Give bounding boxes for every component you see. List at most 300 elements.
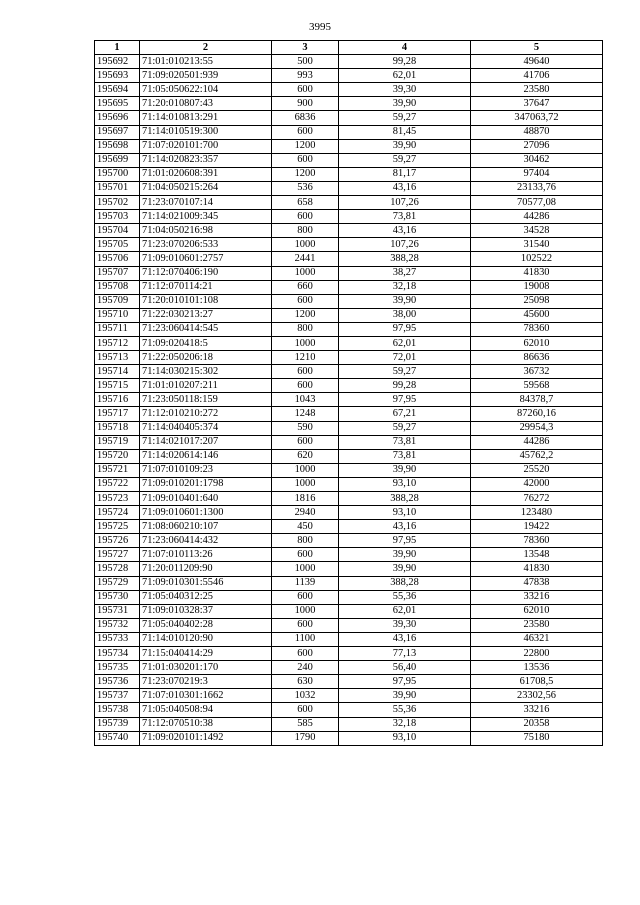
rate-cell: 73,81 <box>339 210 471 224</box>
table-row <box>95 520 603 534</box>
value-cell: 123480 <box>471 506 603 520</box>
table-row <box>95 407 603 421</box>
rate-cell: 72,01 <box>339 351 471 365</box>
record-id-cell: 195735 <box>95 661 140 675</box>
cadastral-number-cell: 71:12:010210:272 <box>140 407 272 421</box>
area-cell: 1043 <box>272 393 339 407</box>
table-row <box>95 618 603 632</box>
value-cell: 47838 <box>471 576 603 590</box>
table-row <box>95 477 603 491</box>
record-id-cell: 195696 <box>95 111 140 125</box>
record-id-cell: 195728 <box>95 562 140 576</box>
cadastral-number-cell: 71:05:040402:28 <box>140 618 272 632</box>
area-cell: 600 <box>272 365 339 379</box>
cadastral-number-cell: 71:09:020418:5 <box>140 336 272 350</box>
value-cell: 75180 <box>471 731 603 745</box>
value-cell: 25098 <box>471 294 603 308</box>
area-cell: 1000 <box>272 562 339 576</box>
record-id-cell: 195706 <box>95 252 140 266</box>
cadastral-number-cell: 71:08:060210:107 <box>140 520 272 534</box>
rate-cell: 97,95 <box>339 534 471 548</box>
table-row <box>95 661 603 675</box>
cadastral-number-cell: 71:09:010601:2757 <box>140 252 272 266</box>
table-row <box>95 703 603 717</box>
area-cell: 600 <box>272 379 339 393</box>
record-id-cell: 195698 <box>95 139 140 153</box>
value-cell: 22800 <box>471 647 603 661</box>
value-cell: 23580 <box>471 83 603 97</box>
cadastral-number-cell: 71:09:010201:1798 <box>140 477 272 491</box>
cadastral-number-cell: 71:07:020101:700 <box>140 139 272 153</box>
value-cell: 44286 <box>471 435 603 449</box>
area-cell: 1100 <box>272 632 339 646</box>
table-row <box>95 576 603 590</box>
value-cell: 25520 <box>471 463 603 477</box>
cadastral-number-cell: 71:09:010328:37 <box>140 604 272 618</box>
rate-cell: 39,30 <box>339 618 471 632</box>
record-id-cell: 195704 <box>95 224 140 238</box>
rate-cell: 59,27 <box>339 111 471 125</box>
value-cell: 76272 <box>471 492 603 506</box>
cadastral-number-cell: 71:12:070510:38 <box>140 717 272 731</box>
value-cell: 46321 <box>471 632 603 646</box>
rate-cell: 38,27 <box>339 266 471 280</box>
cadastral-number-cell: 71:01:030201:170 <box>140 661 272 675</box>
record-id-cell: 195737 <box>95 689 140 703</box>
rate-cell: 39,30 <box>339 83 471 97</box>
value-cell: 37647 <box>471 97 603 111</box>
record-id-cell: 195740 <box>95 731 140 745</box>
value-cell: 61708,5 <box>471 675 603 689</box>
record-id-cell: 195711 <box>95 322 140 336</box>
record-id-cell: 195692 <box>95 55 140 69</box>
table-row <box>95 463 603 477</box>
rate-cell: 39,90 <box>339 463 471 477</box>
rate-cell: 39,90 <box>339 562 471 576</box>
value-cell: 102522 <box>471 252 603 266</box>
table-row <box>95 280 603 294</box>
record-id-cell: 195702 <box>95 196 140 210</box>
record-id-cell: 195721 <box>95 463 140 477</box>
value-cell: 42000 <box>471 477 603 491</box>
value-cell: 87260,16 <box>471 407 603 421</box>
rate-cell: 388,28 <box>339 492 471 506</box>
table-row <box>95 435 603 449</box>
rate-cell: 39,90 <box>339 294 471 308</box>
record-id-cell: 195727 <box>95 548 140 562</box>
table-row <box>95 294 603 308</box>
registry-table <box>94 40 603 746</box>
value-cell: 62010 <box>471 604 603 618</box>
record-id-cell: 195725 <box>95 520 140 534</box>
page-number: 3995 <box>309 21 331 33</box>
rate-cell: 388,28 <box>339 576 471 590</box>
area-cell: 993 <box>272 69 339 83</box>
record-id-cell: 195729 <box>95 576 140 590</box>
record-id-cell: 195734 <box>95 647 140 661</box>
cadastral-number-cell: 71:15:040414:29 <box>140 647 272 661</box>
record-id-cell: 195739 <box>95 717 140 731</box>
area-cell: 590 <box>272 421 339 435</box>
record-id-cell: 195733 <box>95 632 140 646</box>
rate-cell: 39,90 <box>339 689 471 703</box>
area-cell: 1000 <box>272 477 339 491</box>
value-cell: 49640 <box>471 55 603 69</box>
area-cell: 2940 <box>272 506 339 520</box>
value-cell: 48870 <box>471 125 603 139</box>
record-id-cell: 195710 <box>95 308 140 322</box>
area-cell: 658 <box>272 196 339 210</box>
record-id-cell: 195693 <box>95 69 140 83</box>
table-row <box>95 647 603 661</box>
cadastral-number-cell: 71:07:010109:23 <box>140 463 272 477</box>
record-id-cell: 195695 <box>95 97 140 111</box>
rate-cell: 388,28 <box>339 252 471 266</box>
table-row <box>95 675 603 689</box>
value-cell: 23133,76 <box>471 181 603 195</box>
area-cell: 1790 <box>272 731 339 745</box>
cadastral-number-cell: 71:12:070406:190 <box>140 266 272 280</box>
area-cell: 1032 <box>272 689 339 703</box>
table-row <box>95 55 603 69</box>
rate-cell: 59,27 <box>339 421 471 435</box>
cadastral-number-cell: 71:23:060414:432 <box>140 534 272 548</box>
cadastral-number-cell: 71:14:010519:300 <box>140 125 272 139</box>
rate-cell: 55,36 <box>339 590 471 604</box>
table-row <box>95 196 603 210</box>
cadastral-number-cell: 71:01:010213:55 <box>140 55 272 69</box>
record-id-cell: 195738 <box>95 703 140 717</box>
rate-cell: 97,95 <box>339 393 471 407</box>
column-header-2: 2 <box>140 41 272 55</box>
record-id-cell: 195694 <box>95 83 140 97</box>
rate-cell: 39,90 <box>339 548 471 562</box>
table-row <box>95 590 603 604</box>
value-cell: 20358 <box>471 717 603 731</box>
rate-cell: 73,81 <box>339 435 471 449</box>
rate-cell: 97,95 <box>339 322 471 336</box>
area-cell: 600 <box>272 125 339 139</box>
table-row <box>95 492 603 506</box>
record-id-cell: 195700 <box>95 167 140 181</box>
cadastral-number-cell: 71:23:070219:3 <box>140 675 272 689</box>
rate-cell: 55,36 <box>339 703 471 717</box>
area-cell: 1000 <box>272 238 339 252</box>
area-cell: 600 <box>272 435 339 449</box>
value-cell: 34528 <box>471 224 603 238</box>
table-row <box>95 506 603 520</box>
rate-cell: 38,00 <box>339 308 471 322</box>
rate-cell: 99,28 <box>339 379 471 393</box>
value-cell: 347063,72 <box>471 111 603 125</box>
table-row <box>95 689 603 703</box>
record-id-cell: 195726 <box>95 534 140 548</box>
table-row <box>95 421 603 435</box>
area-cell: 1139 <box>272 576 339 590</box>
table-row <box>95 308 603 322</box>
record-id-cell: 195730 <box>95 590 140 604</box>
cadastral-number-cell: 71:14:040405:374 <box>140 421 272 435</box>
rate-cell: 93,10 <box>339 477 471 491</box>
value-cell: 23580 <box>471 618 603 632</box>
area-cell: 600 <box>272 83 339 97</box>
cadastral-number-cell: 71:09:010601:1300 <box>140 506 272 520</box>
table-row <box>95 632 603 646</box>
table-row <box>95 181 603 195</box>
record-id-cell: 195719 <box>95 435 140 449</box>
rate-cell: 107,26 <box>339 238 471 252</box>
area-cell: 500 <box>272 55 339 69</box>
value-cell: 84378,7 <box>471 393 603 407</box>
table-row <box>95 167 603 181</box>
rate-cell: 93,10 <box>339 506 471 520</box>
column-header-3: 3 <box>272 41 339 55</box>
table-row <box>95 604 603 618</box>
rate-cell: 39,90 <box>339 97 471 111</box>
column-header-5: 5 <box>471 41 603 55</box>
value-cell: 36732 <box>471 365 603 379</box>
value-cell: 78360 <box>471 534 603 548</box>
table-row <box>95 252 603 266</box>
value-cell: 45762,2 <box>471 449 603 463</box>
table-row <box>95 534 603 548</box>
area-cell: 1000 <box>272 336 339 350</box>
header-row <box>95 41 603 55</box>
record-id-cell: 195732 <box>95 618 140 632</box>
record-id-cell: 195722 <box>95 477 140 491</box>
rate-cell: 67,21 <box>339 407 471 421</box>
table-row <box>95 548 603 562</box>
rate-cell: 81,45 <box>339 125 471 139</box>
area-cell: 1248 <box>272 407 339 421</box>
cadastral-number-cell: 71:14:021017:207 <box>140 435 272 449</box>
area-cell: 800 <box>272 534 339 548</box>
rate-cell: 73,81 <box>339 449 471 463</box>
area-cell: 1816 <box>272 492 339 506</box>
area-cell: 660 <box>272 280 339 294</box>
area-cell: 1200 <box>272 167 339 181</box>
record-id-cell: 195703 <box>95 210 140 224</box>
value-cell: 59568 <box>471 379 603 393</box>
table-row <box>95 731 603 745</box>
table-row <box>95 393 603 407</box>
area-cell: 6836 <box>272 111 339 125</box>
rate-cell: 99,28 <box>339 55 471 69</box>
record-id-cell: 195724 <box>95 506 140 520</box>
cadastral-number-cell: 71:05:050622:104 <box>140 83 272 97</box>
cadastral-number-cell: 71:01:020608:391 <box>140 167 272 181</box>
record-id-cell: 195715 <box>95 379 140 393</box>
cadastral-number-cell: 71:20:011209:90 <box>140 562 272 576</box>
cadastral-number-cell: 71:09:010401:640 <box>140 492 272 506</box>
cadastral-number-cell: 71:14:030215:302 <box>140 365 272 379</box>
value-cell: 45600 <box>471 308 603 322</box>
cadastral-number-cell: 71:09:020101:1492 <box>140 731 272 745</box>
value-cell: 41830 <box>471 266 603 280</box>
value-cell: 29954,3 <box>471 421 603 435</box>
table-row <box>95 224 603 238</box>
record-id-cell: 195707 <box>95 266 140 280</box>
table-row <box>95 83 603 97</box>
area-cell: 1000 <box>272 266 339 280</box>
rate-cell: 62,01 <box>339 336 471 350</box>
record-id-cell: 195731 <box>95 604 140 618</box>
area-cell: 1210 <box>272 351 339 365</box>
record-id-cell: 195708 <box>95 280 140 294</box>
rate-cell: 43,16 <box>339 520 471 534</box>
cadastral-number-cell: 71:09:010301:5546 <box>140 576 272 590</box>
rate-cell: 59,27 <box>339 153 471 167</box>
table-row <box>95 717 603 731</box>
cadastral-number-cell: 71:14:010120:90 <box>140 632 272 646</box>
table-row <box>95 365 603 379</box>
value-cell: 41706 <box>471 69 603 83</box>
area-cell: 600 <box>272 294 339 308</box>
area-cell: 240 <box>272 661 339 675</box>
table-row <box>95 449 603 463</box>
area-cell: 900 <box>272 97 339 111</box>
cadastral-number-cell: 71:23:050118:159 <box>140 393 272 407</box>
table-row <box>95 562 603 576</box>
table-row <box>95 139 603 153</box>
area-cell: 600 <box>272 647 339 661</box>
record-id-cell: 195723 <box>95 492 140 506</box>
cadastral-number-cell: 71:12:070114:21 <box>140 280 272 294</box>
cadastral-number-cell: 71:07:010113:26 <box>140 548 272 562</box>
area-cell: 1000 <box>272 604 339 618</box>
column-header-1: 1 <box>95 41 140 55</box>
record-id-cell: 195713 <box>95 351 140 365</box>
area-cell: 800 <box>272 322 339 336</box>
record-id-cell: 195697 <box>95 125 140 139</box>
table-row <box>95 69 603 83</box>
record-id-cell: 195712 <box>95 336 140 350</box>
area-cell: 600 <box>272 153 339 167</box>
cadastral-number-cell: 71:14:021009:345 <box>140 210 272 224</box>
cadastral-number-cell: 71:05:040508:94 <box>140 703 272 717</box>
area-cell: 1000 <box>272 463 339 477</box>
cadastral-number-cell: 71:14:020823:357 <box>140 153 272 167</box>
record-id-cell: 195736 <box>95 675 140 689</box>
cadastral-number-cell: 71:07:010301:1662 <box>140 689 272 703</box>
area-cell: 536 <box>272 181 339 195</box>
value-cell: 19008 <box>471 280 603 294</box>
record-id-cell: 195709 <box>95 294 140 308</box>
rate-cell: 32,18 <box>339 280 471 294</box>
value-cell: 86636 <box>471 351 603 365</box>
rate-cell: 81,17 <box>339 167 471 181</box>
area-cell: 585 <box>272 717 339 731</box>
value-cell: 30462 <box>471 153 603 167</box>
value-cell: 33216 <box>471 590 603 604</box>
area-cell: 600 <box>272 618 339 632</box>
value-cell: 13536 <box>471 661 603 675</box>
cadastral-number-cell: 71:22:030213:27 <box>140 308 272 322</box>
rate-cell: 39,90 <box>339 139 471 153</box>
table-row <box>95 97 603 111</box>
cadastral-number-cell: 71:01:010207:211 <box>140 379 272 393</box>
rate-cell: 62,01 <box>339 604 471 618</box>
value-cell: 78360 <box>471 322 603 336</box>
area-cell: 600 <box>272 703 339 717</box>
record-id-cell: 195720 <box>95 449 140 463</box>
rate-cell: 59,27 <box>339 365 471 379</box>
rate-cell: 43,16 <box>339 181 471 195</box>
cadastral-number-cell: 71:09:020501:939 <box>140 69 272 83</box>
area-cell: 1200 <box>272 139 339 153</box>
cadastral-number-cell: 71:23:060414:545 <box>140 322 272 336</box>
cadastral-number-cell: 71:20:010807:43 <box>140 97 272 111</box>
table-row <box>95 111 603 125</box>
cadastral-number-cell: 71:05:040312:25 <box>140 590 272 604</box>
value-cell: 97404 <box>471 167 603 181</box>
table-row <box>95 266 603 280</box>
value-cell: 41830 <box>471 562 603 576</box>
cadastral-number-cell: 71:22:050206:18 <box>140 351 272 365</box>
record-id-cell: 195699 <box>95 153 140 167</box>
area-cell: 450 <box>272 520 339 534</box>
area-cell: 600 <box>272 548 339 562</box>
area-cell: 630 <box>272 675 339 689</box>
value-cell: 13548 <box>471 548 603 562</box>
table-row <box>95 153 603 167</box>
cadastral-number-cell: 71:20:010101:108 <box>140 294 272 308</box>
value-cell: 62010 <box>471 336 603 350</box>
rate-cell: 56,40 <box>339 661 471 675</box>
rate-cell: 97,95 <box>339 675 471 689</box>
area-cell: 600 <box>272 210 339 224</box>
table-row <box>95 238 603 252</box>
area-cell: 600 <box>272 590 339 604</box>
record-id-cell: 195716 <box>95 393 140 407</box>
rate-cell: 62,01 <box>339 69 471 83</box>
value-cell: 70577,08 <box>471 196 603 210</box>
table-row <box>95 210 603 224</box>
area-cell: 2441 <box>272 252 339 266</box>
rate-cell: 32,18 <box>339 717 471 731</box>
table-row <box>95 379 603 393</box>
table-row <box>95 125 603 139</box>
rate-cell: 77,13 <box>339 647 471 661</box>
record-id-cell: 195714 <box>95 365 140 379</box>
value-cell: 31540 <box>471 238 603 252</box>
record-id-cell: 195718 <box>95 421 140 435</box>
table-row <box>95 322 603 336</box>
table-row <box>95 336 603 350</box>
cadastral-number-cell: 71:04:050215:264 <box>140 181 272 195</box>
table-body <box>95 55 603 746</box>
rate-cell: 43,16 <box>339 632 471 646</box>
value-cell: 44286 <box>471 210 603 224</box>
cadastral-number-cell: 71:04:050216:98 <box>140 224 272 238</box>
rate-cell: 93,10 <box>339 731 471 745</box>
cadastral-number-cell: 71:14:020614:146 <box>140 449 272 463</box>
area-cell: 1200 <box>272 308 339 322</box>
table-header <box>95 41 603 55</box>
column-header-4: 4 <box>339 41 471 55</box>
table-row <box>95 351 603 365</box>
value-cell: 33216 <box>471 703 603 717</box>
record-id-cell: 195705 <box>95 238 140 252</box>
rate-cell: 107,26 <box>339 196 471 210</box>
cadastral-number-cell: 71:23:070107:14 <box>140 196 272 210</box>
cadastral-number-cell: 71:23:070206:533 <box>140 238 272 252</box>
rate-cell: 43,16 <box>339 224 471 238</box>
value-cell: 19422 <box>471 520 603 534</box>
record-id-cell: 195717 <box>95 407 140 421</box>
record-id-cell: 195701 <box>95 181 140 195</box>
cadastral-number-cell: 71:14:010813:291 <box>140 111 272 125</box>
